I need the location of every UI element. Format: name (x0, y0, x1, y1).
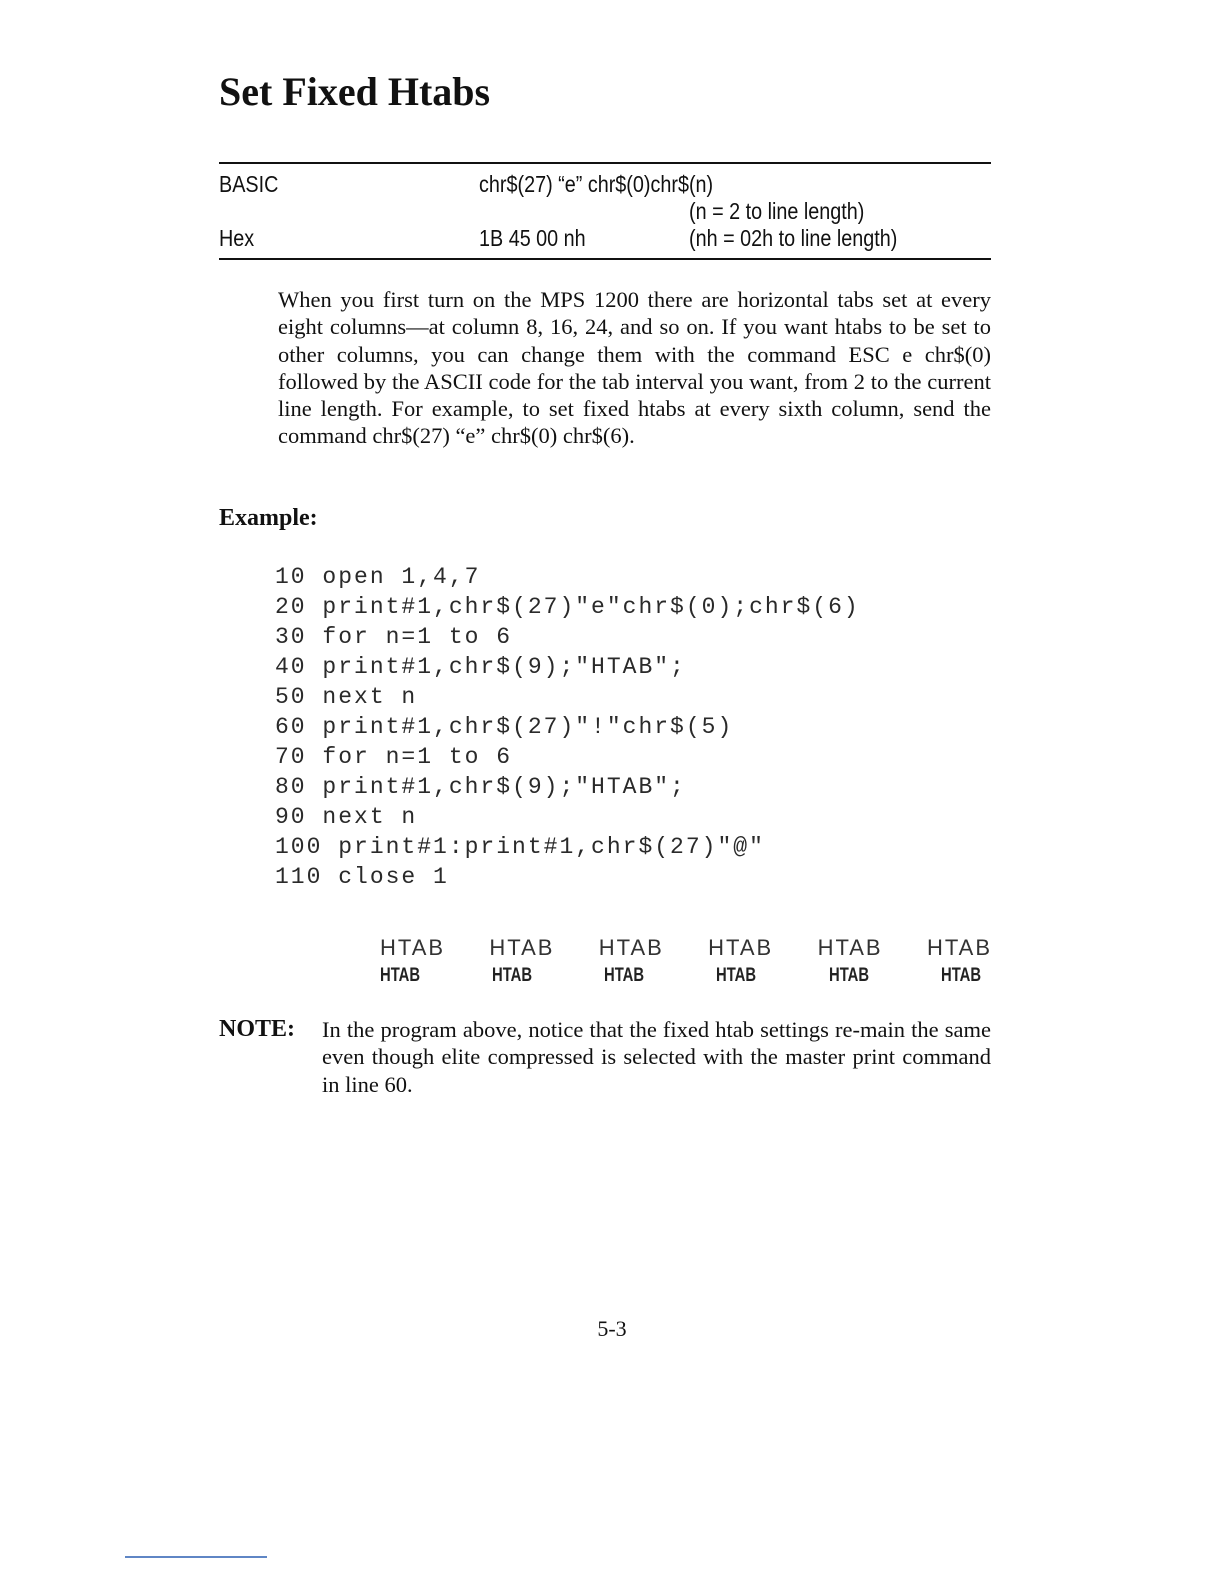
output-htab-compressed: HTAB (828, 965, 869, 986)
code-line: 90 next n (275, 804, 418, 830)
output-row-compressed (380, 965, 992, 987)
code-line: 110 close 1 (275, 864, 449, 890)
output-htab: HTAB (708, 935, 774, 960)
output-htab: HTAB (926, 935, 992, 960)
output-htab-compressed: HTAB (940, 965, 981, 986)
code-listing (275, 562, 860, 892)
basic-range: (n = 2 to line length) (689, 198, 865, 224)
note-label: NOTE: (219, 1016, 296, 1042)
output-htab-compressed: HTAB (716, 965, 757, 986)
scan-edge-rule (125, 1556, 267, 1558)
hex-label: Hex (219, 225, 255, 251)
code-line: 10 open 1,4,7 (275, 564, 481, 590)
note-text: In the program above, notice that the fixed htab settings re-main the same even though elite compressed is selected with the master print command in line 60. (322, 1017, 991, 1097)
code-line: 40 print#1,chr$(9);"HTAB"; (275, 654, 686, 680)
code-line: 20 print#1,chr$(27)"e"chr$(0);chr$(6) (275, 594, 860, 620)
output-row-normal (380, 935, 992, 965)
code-line: 80 print#1,chr$(9);"HTAB"; (275, 774, 686, 800)
output-htab: HTAB (817, 935, 883, 960)
code-line: 70 for n=1 to 6 (275, 744, 513, 770)
output-htab: HTAB (598, 935, 664, 960)
basic-label: BASIC (219, 171, 279, 197)
code-line: 100 print#1:print#1,chr$(27)"@" (275, 834, 765, 860)
example-heading: Example: (219, 505, 318, 531)
printer-output-sample (380, 935, 992, 987)
code-line: 60 print#1,chr$(27)"!"chr$(5) (275, 714, 734, 740)
body-paragraph: When you first turn on the MPS 1200 there are horizontal tabs set at every eight columns—at column 8, 16, 24, and so on. If you want htabs to be set to other columns, you can change them with the command ESC e chr$(0) followed by the ASCII code for the tab interval you want, from 2 to the current line length. For example, to set fixed htabs at every sixth column, send the command chr$(27) “e” chr$(0) chr$(6). (278, 287, 991, 449)
output-htab: HTAB (380, 935, 446, 960)
command-table (219, 162, 991, 260)
output-htab-compressed: HTAB (380, 965, 421, 986)
code-line: 30 for n=1 to 6 (275, 624, 513, 650)
output-htab-compressed: HTAB (604, 965, 645, 986)
page-number: 5-3 (597, 1316, 627, 1341)
hex-range: (nh = 02h to line length) (689, 225, 898, 251)
basic-code: chr$(27) “e” chr$(0)chr$(n) (479, 171, 714, 197)
output-htab: HTAB (489, 935, 555, 960)
hex-code: 1B 45 00 nh (479, 225, 586, 251)
output-htab-compressed: HTAB (492, 965, 533, 986)
code-line: 50 next n (275, 684, 418, 710)
page-title: Set Fixed Htabs (219, 69, 491, 114)
